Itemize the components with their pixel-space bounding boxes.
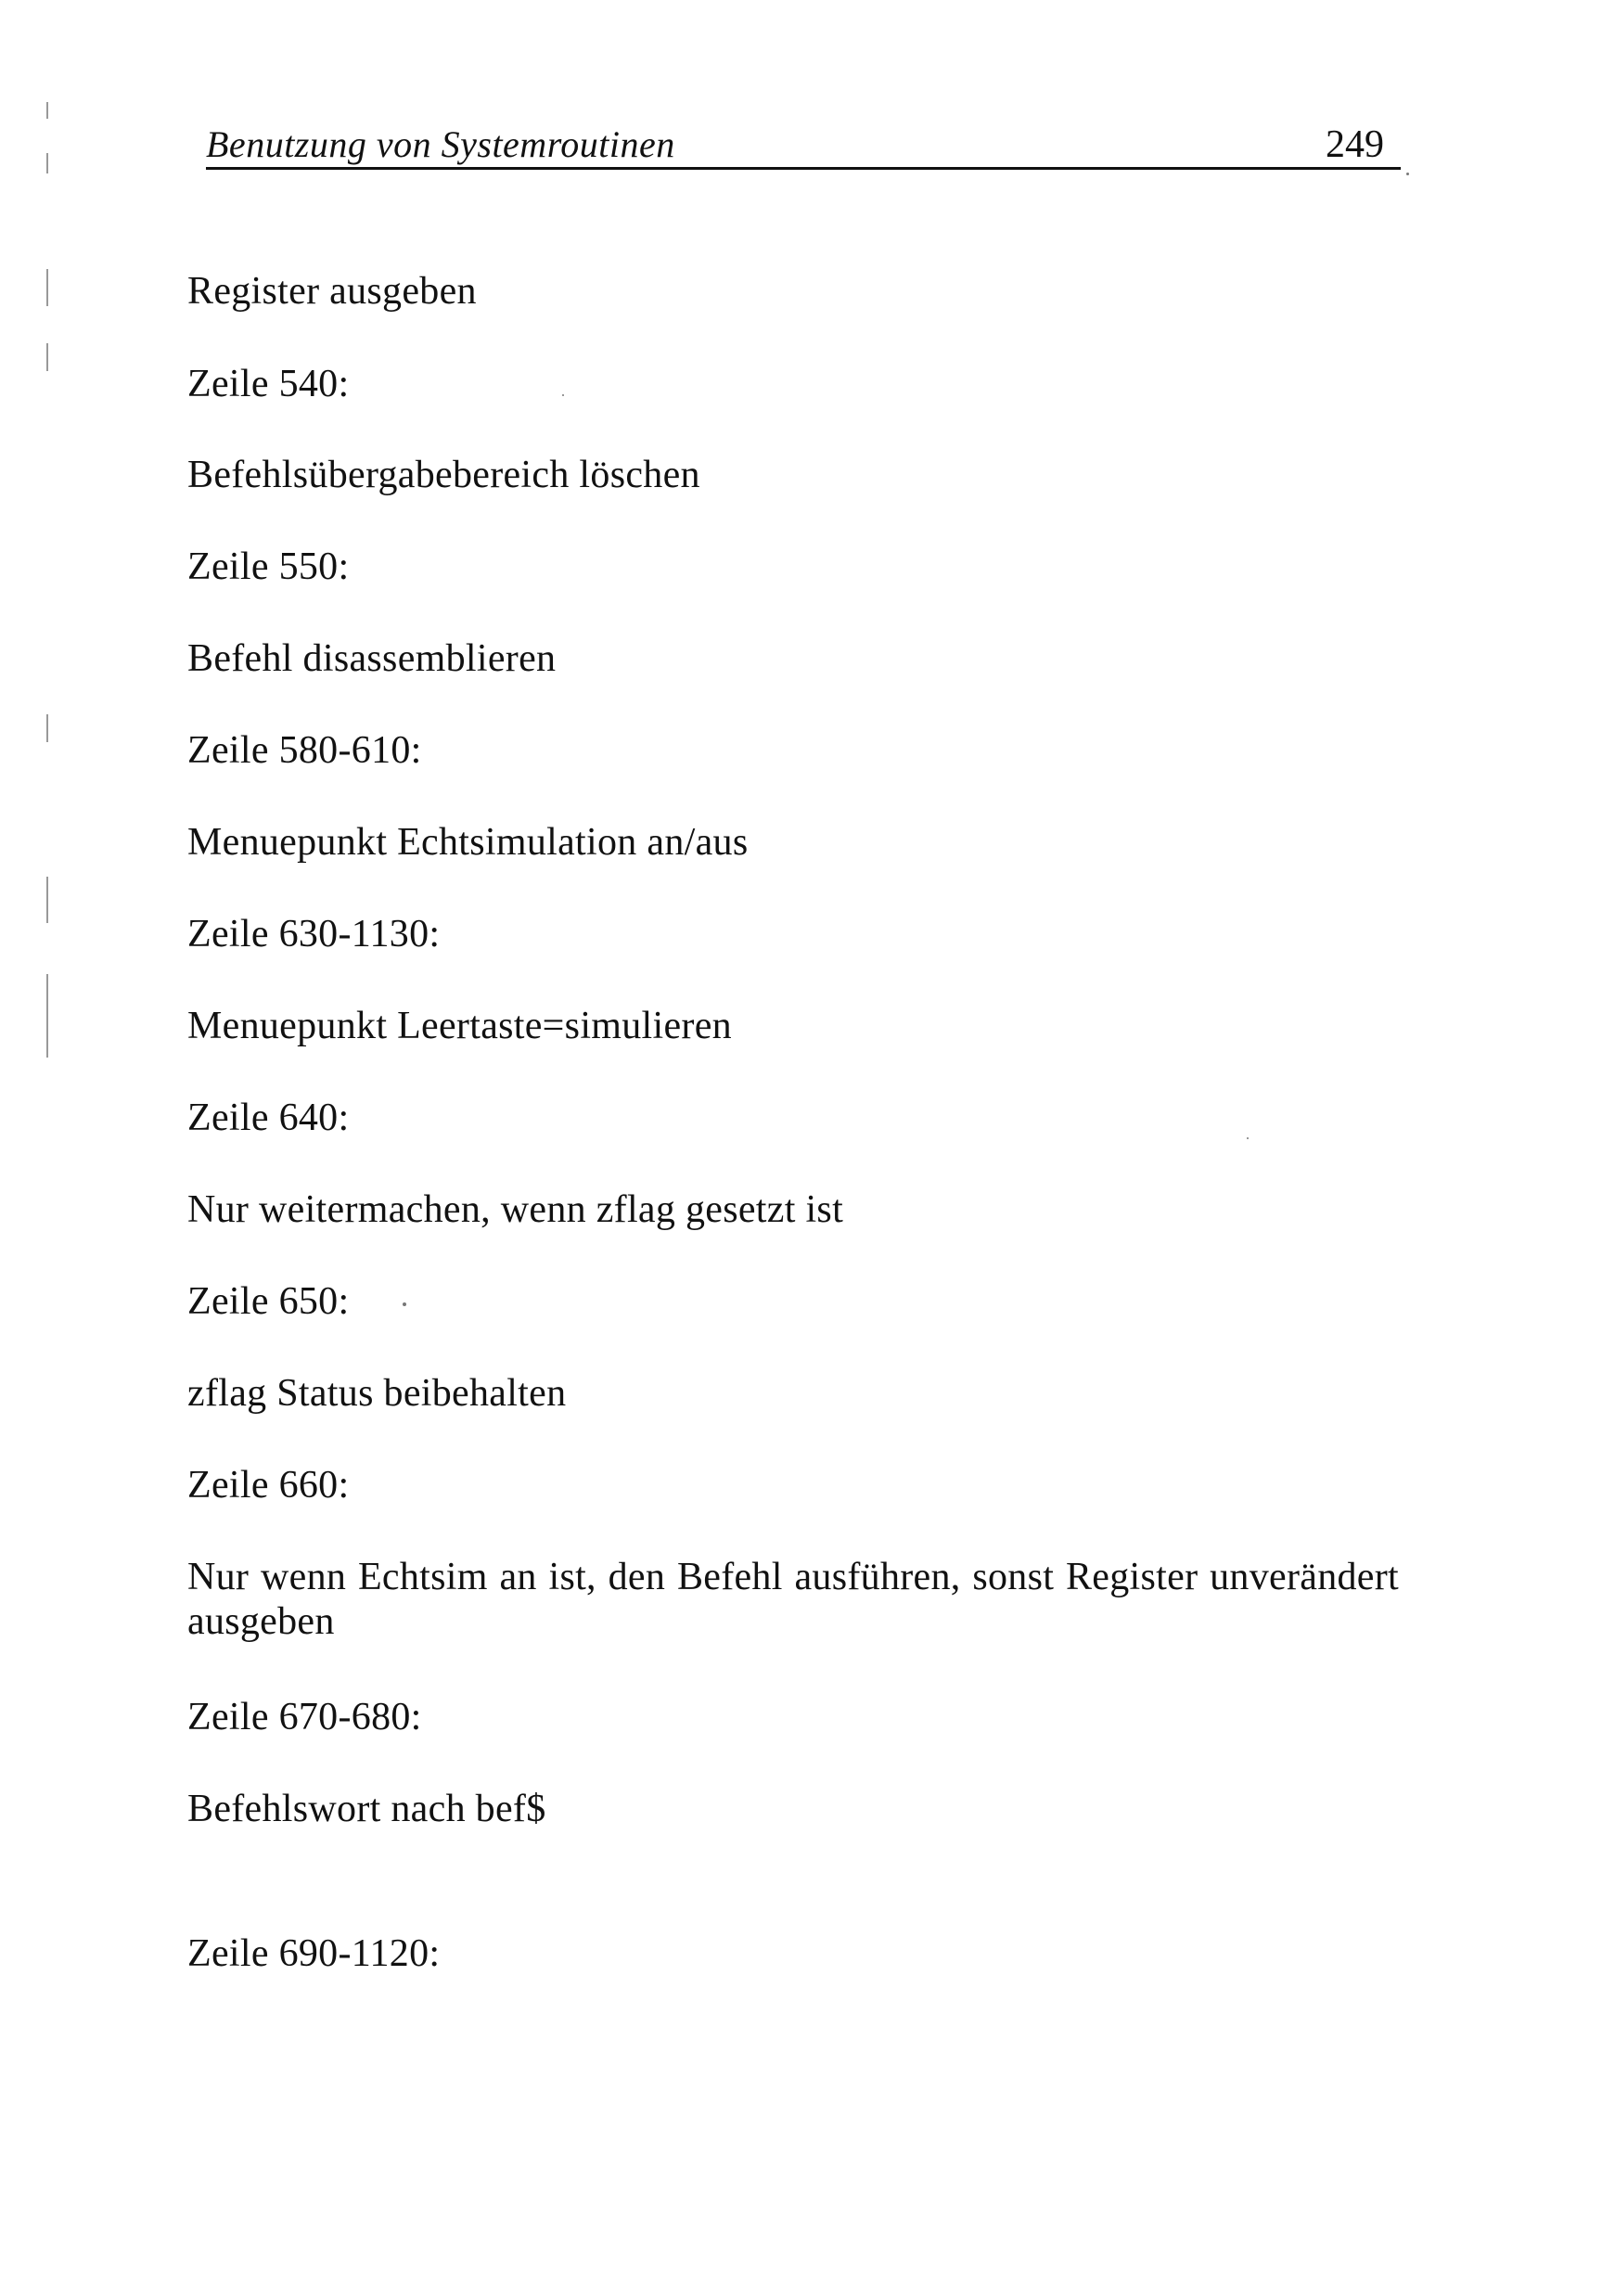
text-line: Menuepunkt Leertaste=simulieren (187, 1005, 732, 1047)
line-reference: Zeile 540: (187, 363, 350, 405)
scan-mark (46, 877, 48, 923)
text-line: Befehlsübergabebereich löschen (187, 454, 700, 496)
line-reference: Zeile 550: (187, 545, 350, 588)
text-line: zflag Status beibehalten (187, 1372, 567, 1415)
scan-mark (46, 714, 48, 742)
line-reference: Zeile 690-1120: (187, 1932, 441, 1975)
scan-speck (403, 1302, 406, 1306)
scan-speck (562, 394, 564, 396)
scan-speck (1406, 173, 1409, 175)
text-line: Befehl disassemblieren (187, 637, 557, 680)
header-title: Benutzung von Systemroutinen (206, 123, 675, 165)
scan-mark (46, 102, 48, 119)
text-line: Menuepunkt Echtsimulation an/aus (187, 821, 749, 864)
running-header (206, 122, 1401, 180)
scan-mark (46, 269, 48, 306)
text-paragraph: Nur wenn Echtsim an ist, den Befehl ausführen, sonst Register unverändert ausgeben (187, 1556, 1399, 1643)
header-rule (206, 167, 1401, 170)
line-reference: Zeile 630-1130: (187, 913, 441, 956)
text-line: Nur weitermachen, wenn zflag gesetzt ist (187, 1188, 844, 1231)
line-reference: Zeile 670-680: (187, 1696, 422, 1738)
scan-mark (46, 343, 48, 371)
scan-mark (46, 974, 48, 1058)
text-line: Register ausgeben (187, 270, 477, 313)
line-reference: Zeile 650: (187, 1280, 350, 1323)
text-line: Befehlswort nach bef$ (187, 1788, 546, 1830)
line-reference: Zeile 640: (187, 1097, 350, 1139)
scan-mark (46, 153, 48, 173)
line-reference: Zeile 660: (187, 1464, 350, 1507)
page-number: 249 (1326, 123, 1384, 166)
line-reference: Zeile 580-610: (187, 729, 422, 772)
scan-speck (1247, 1137, 1249, 1139)
